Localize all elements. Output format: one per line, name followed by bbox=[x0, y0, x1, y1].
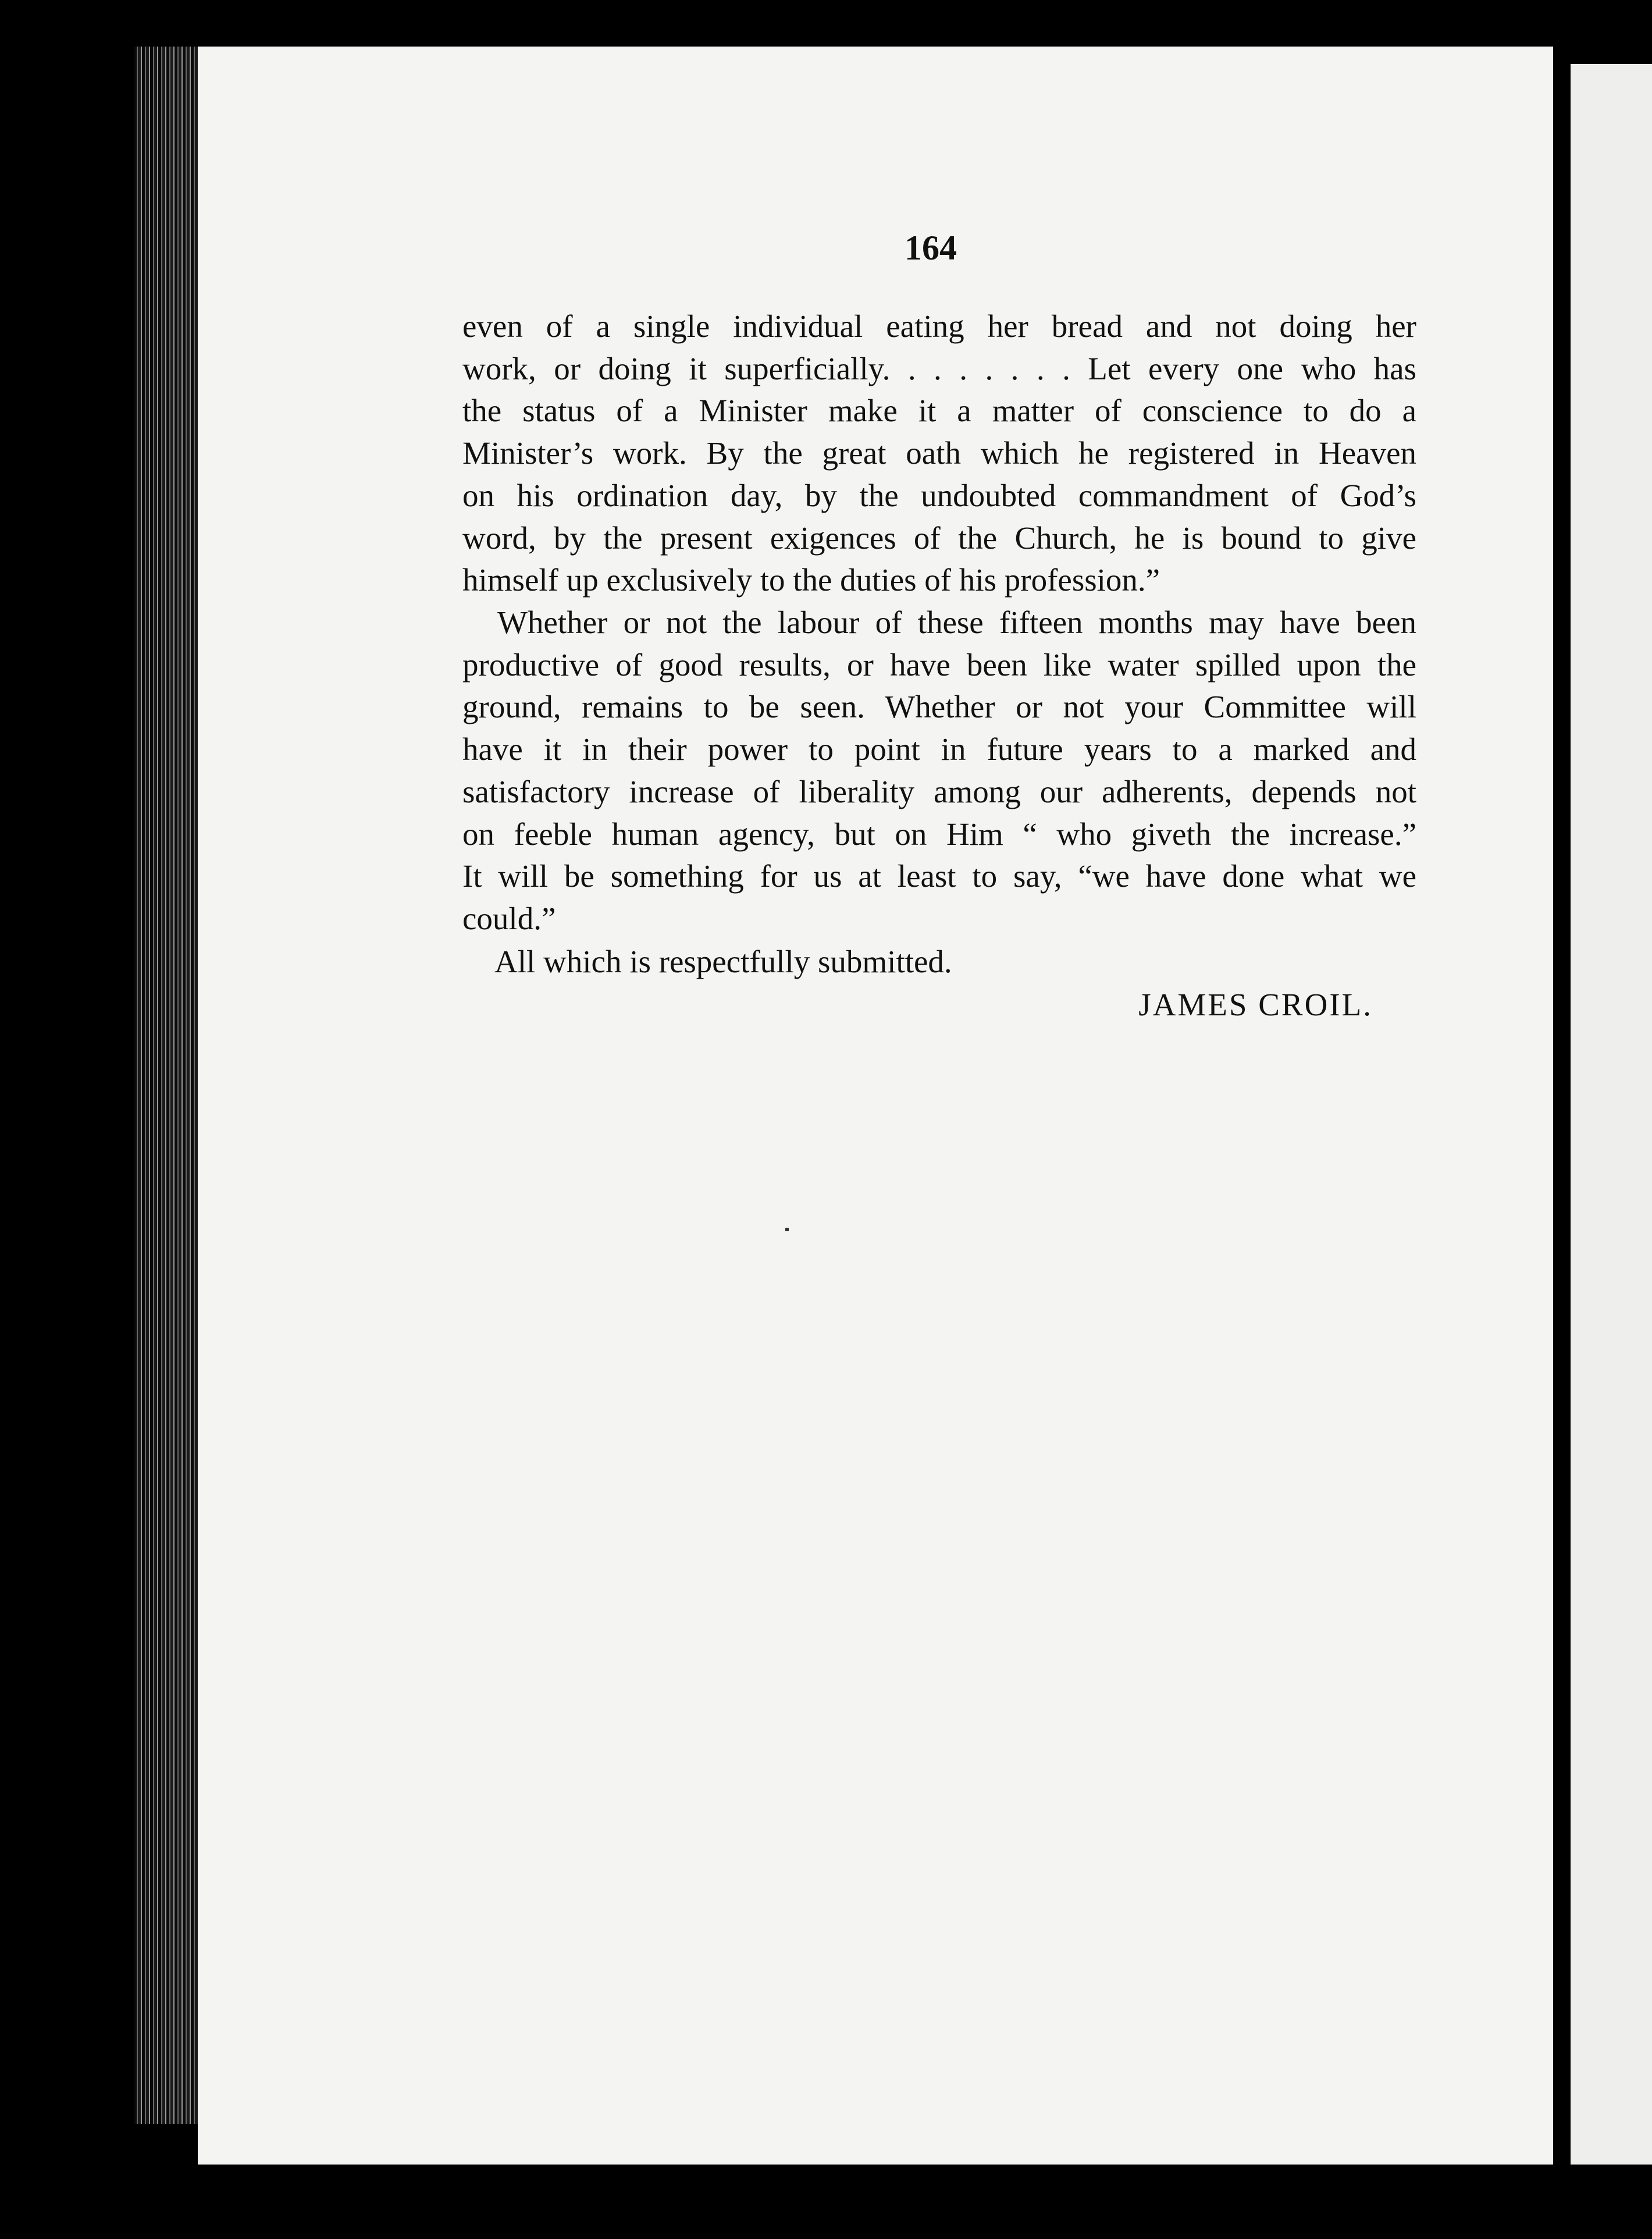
text-line: have it in their power to point in future years to a marked and bbox=[462, 731, 1416, 767]
paragraph-1 bbox=[462, 305, 1416, 602]
book-gutter bbox=[134, 47, 198, 2124]
text-line: could.” bbox=[462, 900, 556, 936]
text-line: word, by the present exigences of the Church, he is bound to give bbox=[462, 520, 1416, 556]
text-line: even of a single individual eating her bread and not doing her bbox=[462, 308, 1416, 344]
text-line: work, or doing it superficially. . . . . . . . Let every one who has bbox=[462, 350, 1416, 386]
text-line: It will be something for us at least to say, “we have done what we bbox=[462, 858, 1416, 894]
adjacent-page-edge bbox=[1571, 64, 1652, 2165]
text-line: on feeble human agency, but on Him “ who giveth the increase.” bbox=[462, 816, 1416, 852]
text-line: productive of good results, or have been like water spilled upon the bbox=[462, 646, 1416, 683]
text-line: on his ordination day, by the undoubted commandment of God’s bbox=[462, 477, 1416, 513]
paragraph-2 bbox=[462, 602, 1416, 940]
closing-line: All which is respectfully submitted. bbox=[494, 944, 952, 979]
page-number: 164 bbox=[905, 229, 957, 267]
text-line: satisfactory increase of liberality among our adherents, depends not bbox=[462, 773, 1416, 809]
text-line: Whether or not the labour of these fifteen months may have been bbox=[497, 605, 1416, 640]
text-line: ground, remains to be seen. Whether or not your Committee will bbox=[462, 689, 1416, 725]
signature: JAMES CROIL. bbox=[1138, 987, 1373, 1022]
text-line: himself up exclusively to the duties of his profession.” bbox=[462, 562, 1160, 598]
text-line: Minister’s work. By the great oath which he registered in Heaven bbox=[462, 435, 1416, 471]
text-line: the status of a Minister make it a matter of conscience to do a bbox=[462, 393, 1416, 429]
